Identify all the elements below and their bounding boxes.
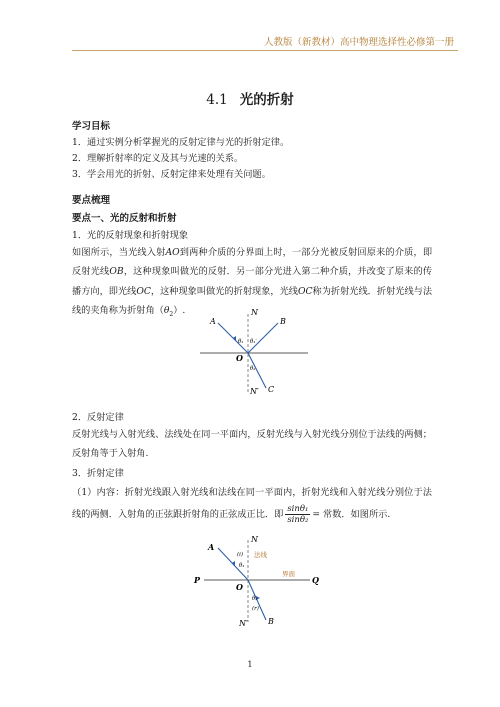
- page-number: 1: [247, 660, 253, 670]
- label-N-prime: N′: [239, 619, 248, 628]
- snell-law-figure: [190, 534, 330, 630]
- label-P: P: [194, 575, 201, 585]
- ray-OC: OC: [136, 285, 151, 297]
- label-N: N: [251, 535, 258, 544]
- sine-ratio-fraction: [285, 504, 310, 525]
- reflection-refraction-figure: [190, 308, 320, 400]
- label-theta1: θ₁: [238, 339, 244, 345]
- label-O: O: [236, 582, 243, 592]
- ray-AO: AO: [165, 247, 180, 258]
- label-interface: 界面: [282, 570, 295, 578]
- label-normal: 法线: [254, 551, 267, 559]
- reflection-law-paragraph: 反射光线与入射光线、法线处在同一平面内，反射光线与入射光线分别位于法线的两侧；反射角等于入射角.: [72, 429, 432, 460]
- label-B: B: [268, 617, 274, 626]
- para-text: = 常数．如图所示.: [312, 509, 391, 520]
- label-C: C: [268, 385, 275, 394]
- label-N-prime: N′: [250, 387, 259, 396]
- label-theta2: θ₂: [252, 596, 258, 602]
- label-Q: Q: [312, 575, 319, 585]
- label-N: N: [251, 308, 258, 317]
- label-B: B: [280, 317, 286, 326]
- label-i: (i): [237, 552, 244, 558]
- snell-law-paragraph: [72, 482, 432, 526]
- para-text: ，这种现象叫做光的折射现象，光线: [150, 285, 298, 297]
- point1-sub1: 1．光的反射现象和折射现象: [72, 230, 189, 241]
- ray-OC: OC: [297, 285, 313, 297]
- label-O: O: [236, 353, 243, 363]
- objectives-heading: 学习目标: [72, 121, 111, 132]
- key-points-heading: 要点梳理: [72, 195, 111, 206]
- para-text: ，这种现象叫做光的反射．另一部分光进入第二种介质，并改变了原来的传播方向，即光线: [72, 266, 433, 297]
- objective-item-3: 3．学会用光的折射、反射定律来处理有关问题。: [72, 169, 271, 180]
- label-A: A: [208, 542, 215, 552]
- section-number: 4.1: [206, 92, 228, 108]
- point1-heading: 要点一、光的反射和折射: [72, 213, 177, 224]
- point1-sub3: 3．折射定律: [72, 468, 124, 479]
- objective-item-1: 1．通过实例分析掌握光的反射定律与光的折射定律。: [72, 137, 290, 148]
- running-header: 人教版（新教材）高中物理选择性必修第一册: [263, 37, 454, 48]
- ray-OB: OB: [109, 266, 124, 278]
- fraction-numerator: sinθ₁: [287, 504, 309, 514]
- fraction-denominator: sinθ₂: [287, 515, 309, 525]
- theta2-symbol: θ: [163, 304, 170, 316]
- page-title: [0, 88, 500, 108]
- theta2-subscript: 2: [169, 310, 174, 318]
- label-r: (r): [252, 606, 259, 612]
- label-theta1-prime: θ₁′: [250, 339, 257, 345]
- point1-sub2: 2．反射定律: [72, 412, 124, 423]
- label-theta2: θ₂: [250, 366, 256, 372]
- label-A: A: [210, 317, 216, 326]
- para-text: （1）内容：折射光线跟入射光线和法线在同一平面内，折射光线和入射光线分别位于法线的两侧．入射角的正弦跟折射角的正弦成正比．即: [72, 487, 432, 520]
- para-text: 称为折射光线．折射光线与法线的夹角称为折射角（: [72, 285, 433, 316]
- header-rule: [72, 50, 458, 51]
- section-title: 光的折射: [239, 92, 294, 108]
- objective-item-2: 2．理解折射率的定义及其与光速的关系。: [72, 153, 244, 164]
- label-theta1: θ₁: [239, 563, 245, 569]
- para-text: 到两种介质的分界面上时，一部分光被反射回原来的介质，即反射光线: [72, 247, 433, 278]
- reflected-ray: [248, 323, 278, 353]
- para-text: ）.: [173, 304, 186, 316]
- para-text: 如图所示，当光线入射: [72, 247, 166, 258]
